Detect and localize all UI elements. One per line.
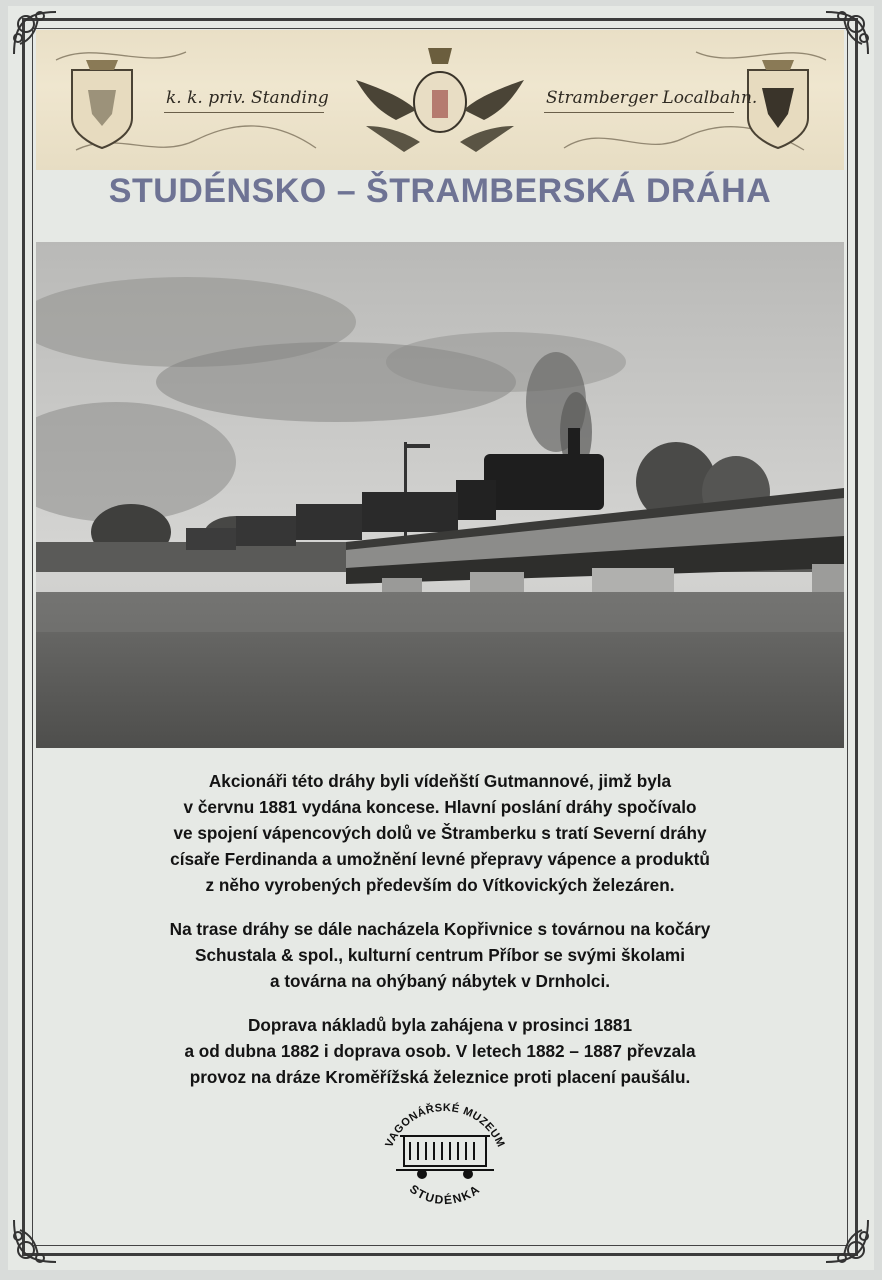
svg-text:STUDÉNKA (407, 1182, 483, 1207)
museum-logo (370, 1098, 520, 1210)
poster-title: STUDÉNSKO – ŠTRAMBERSKÁ DRÁHA (108, 172, 772, 210)
text-line: a továrna na ohýbaný nábytek v Drnholci. (269, 971, 611, 991)
railway-carriage-icon (396, 1136, 494, 1178)
text-line: a od dubna 1882 i doprava osob. V letech 1882 – 1887 převzala (184, 1041, 696, 1061)
heraldic-banner (36, 30, 844, 170)
banner-right-underline (544, 112, 734, 113)
text-line: Schustala & spol., kulturní centrum Příbor se svými školami (195, 945, 685, 965)
paragraph-2 (60, 916, 820, 994)
banner-left-inscription: k. k. priv. Standing (166, 88, 329, 108)
ornament-corner-bottom-right-icon (816, 1210, 876, 1270)
text-line: Akcionáři této dráhy byli vídeňští Gutmannové, jimž byla (208, 771, 672, 791)
text-line: z něho vyrobených především do Vítkovických železáren. (205, 875, 675, 895)
steam-train-on-bridge-icon (36, 242, 844, 748)
ornament-corner-bottom-left-icon (6, 1210, 66, 1270)
banner-left-underline (164, 112, 324, 113)
historic-train-photo (36, 242, 844, 748)
logo-top-text: VAGONÁŘSKÉ MUZEUM (383, 1101, 507, 1150)
logo-bottom-text: STUDÉNKA (406, 1181, 484, 1208)
text-line: v červnu 1881 vydána koncese. Hlavní poslání dráhy spočívalo (183, 797, 697, 817)
history-text (60, 768, 820, 1108)
svg-text:VAGONÁŘSKÉ MUZEUM (383, 1101, 506, 1149)
paragraph-3 (60, 1012, 820, 1090)
left-coat-of-arms-icon (72, 60, 132, 148)
double-headed-eagle-icon (356, 48, 524, 152)
text-line: provoz na dráze Kroměřížská železnice proti placení paušálu. (189, 1067, 691, 1087)
text-line: Na trase dráhy se dále nacházela Kopřivnice s továrnou na kočáry (169, 919, 711, 939)
banner-right-inscription: Stramberger Localbahn. (546, 88, 758, 108)
paragraph-1 (60, 768, 820, 898)
text-line: Doprava nákladů byla zahájena v prosinci 1881 (247, 1015, 633, 1035)
text-line: ve spojení vápencových dolů ve Štramberku s tratí Severní dráhy (173, 823, 707, 843)
text-line: císaře Ferdinanda a umožnění levné přepravy vápence a produktů (170, 849, 710, 869)
